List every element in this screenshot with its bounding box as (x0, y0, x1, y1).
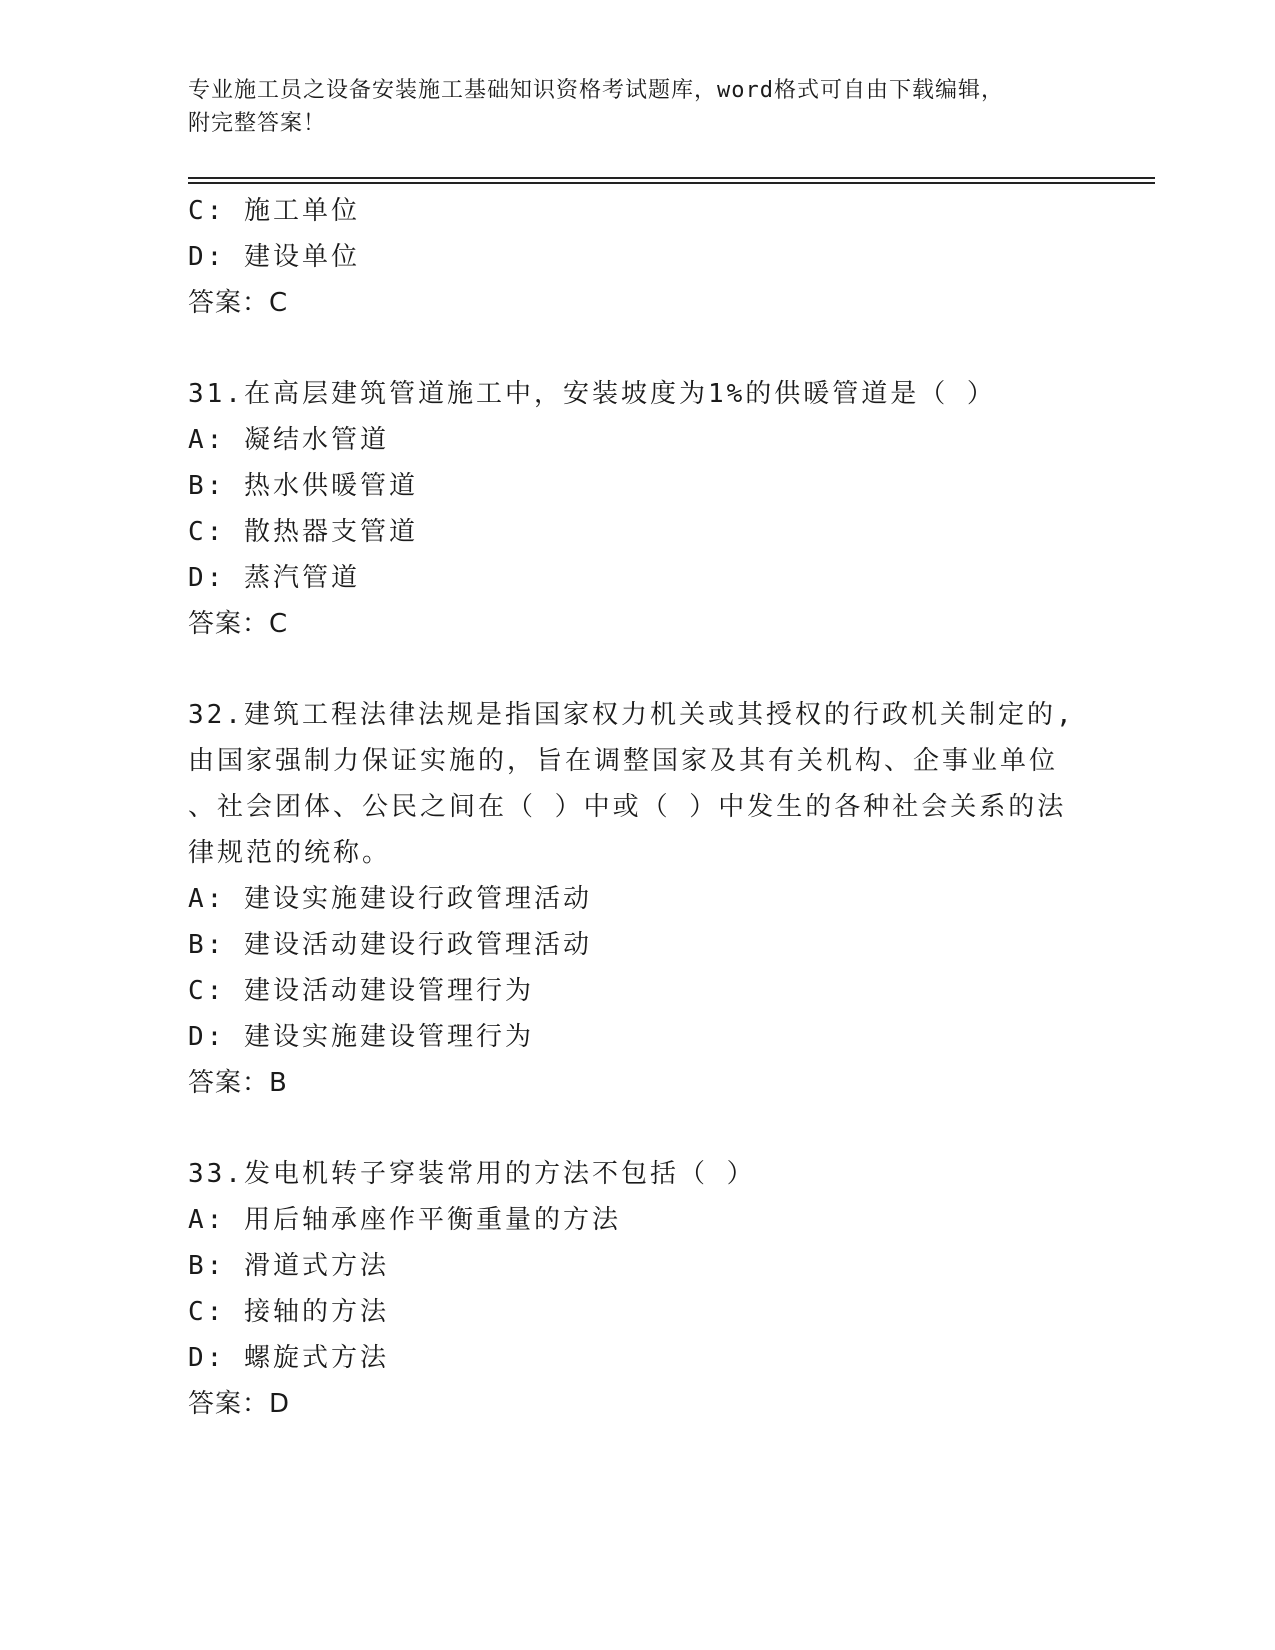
option-key: C: (188, 1297, 226, 1327)
option-key: C: (188, 976, 226, 1006)
option-key: B: (188, 471, 226, 501)
question-text-line-2: 由国家强制力保证实施的，旨在调整国家及其有关机构、企事业单位 (188, 746, 1059, 776)
spacer (188, 1106, 1068, 1151)
option-text: 用后轴承座作平衡重量的方法 (243, 1205, 621, 1235)
header-divider-top (188, 177, 1155, 179)
question-31 (188, 371, 1068, 647)
option-c (188, 188, 1068, 234)
option-key: D: (188, 563, 226, 593)
option-text: 建设实施建设行政管理活动 (243, 884, 592, 914)
question-text-line-3: 、社会团体、公民之间在（ ）中或（ ）中发生的各种社会关系的法 (188, 792, 1067, 822)
question-text-line-1: 32.建筑工程法律法规是指国家权力机关或其授权的行政机关制定的, (188, 700, 1075, 730)
question-33 (188, 1151, 1068, 1427)
header-line-2: 附完整答案！ (188, 111, 327, 136)
prev-question-block (188, 188, 1068, 326)
document-header (188, 74, 1088, 140)
option-key: B: (188, 1251, 226, 1281)
option-c (188, 509, 1068, 555)
answer-line: 答案：B (188, 1068, 288, 1098)
header-divider-bottom (188, 182, 1155, 184)
answer-line: 答案：C (188, 288, 289, 318)
option-a (188, 417, 1068, 463)
option-key: A: (188, 884, 226, 914)
option-text: 滑道式方法 (243, 1251, 389, 1281)
option-b (188, 1243, 1068, 1289)
option-text: 螺旋式方法 (243, 1343, 389, 1373)
option-text: 凝结水管道 (243, 425, 389, 455)
option-text: 热水供暖管道 (243, 471, 418, 501)
option-text: 建设实施建设管理行为 (243, 1022, 534, 1052)
spacer (188, 647, 1068, 692)
option-text: 施工单位 (243, 196, 360, 226)
option-c (188, 1289, 1068, 1335)
option-key: C: (188, 517, 226, 547)
spacer (188, 326, 1068, 371)
option-d (188, 1014, 1068, 1060)
option-b (188, 922, 1068, 968)
option-text: 接轴的方法 (243, 1297, 389, 1327)
question-text-line-4: 律规范的统称。 (188, 838, 392, 868)
option-text: 建设单位 (243, 242, 360, 272)
option-a (188, 1197, 1068, 1243)
option-d (188, 1335, 1068, 1381)
option-text: 建设活动建设管理行为 (243, 976, 534, 1006)
option-text: 蒸汽管道 (243, 563, 360, 593)
question-32 (188, 692, 1075, 1106)
question-text: 31.在高层建筑管道施工中，安装坡度为1%的供暖管道是（ ） (188, 379, 996, 409)
option-c (188, 968, 1068, 1014)
header-line-1: 专业施工员之设备安装施工基础知识资格考试题库，word格式可自由下载编辑， (188, 78, 1004, 103)
answer-line: 答案：D (188, 1389, 291, 1419)
option-d (188, 555, 1068, 601)
question-content (188, 188, 1075, 1427)
option-d (188, 234, 1068, 280)
question-text: 33.发电机转子穿装常用的方法不包括（ ） (188, 1159, 756, 1189)
option-key: A: (188, 425, 226, 455)
answer-line: 答案：C (188, 609, 289, 639)
option-a (188, 876, 1068, 922)
option-key: D: (188, 242, 226, 272)
option-key: C: (188, 196, 226, 226)
option-key: B: (188, 930, 226, 960)
option-key: D: (188, 1022, 226, 1052)
option-text: 建设活动建设行政管理活动 (243, 930, 592, 960)
option-b (188, 463, 1068, 509)
option-text: 散热器支管道 (243, 517, 418, 547)
option-key: D: (188, 1343, 226, 1373)
option-key: A: (188, 1205, 226, 1235)
